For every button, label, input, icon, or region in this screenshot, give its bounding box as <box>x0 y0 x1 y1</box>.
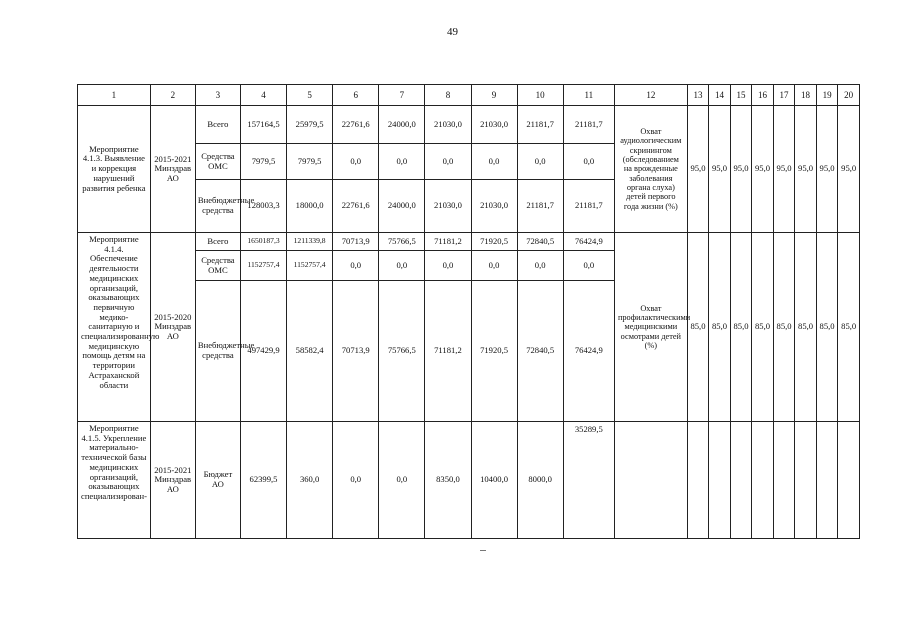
value-cell: 21181,7 <box>563 106 614 144</box>
activity-name: Мероприятие 4.1.5. Укрепление материально-технической базы медицинских организаций, оказывающих специализирован- <box>78 422 151 539</box>
value-cell: 71920,5 <box>471 233 517 251</box>
value-cell: 0,0 <box>333 251 379 281</box>
value-cell: 21030,0 <box>425 106 471 144</box>
target-value: 85,0 <box>838 233 860 422</box>
column-number: 2 <box>150 85 195 106</box>
value-cell: 0,0 <box>333 144 379 180</box>
column-number: 9 <box>471 85 517 106</box>
value-cell: 0,0 <box>333 422 379 539</box>
target-value <box>838 422 860 539</box>
table-row <box>78 106 860 144</box>
column-number: 16 <box>752 85 774 106</box>
column-number: 12 <box>614 85 687 106</box>
value-cell: 70713,9 <box>333 281 379 422</box>
column-number: 8 <box>425 85 471 106</box>
value-cell: 497429,9 <box>240 281 286 422</box>
target-value: 95,0 <box>838 106 860 233</box>
value-cell: 10400,0 <box>471 422 517 539</box>
column-number: 17 <box>773 85 795 106</box>
value-cell: 21030,0 <box>425 180 471 233</box>
value-cell: 22761,6 <box>333 106 379 144</box>
activity-name: Мероприятие 4.1.3. Выявление и коррекция нарушений развития ребенка <box>78 106 151 233</box>
column-number-row <box>78 85 860 106</box>
funding-source: Средства ОМС <box>195 251 240 281</box>
target-value: 95,0 <box>730 106 752 233</box>
funding-source: Внебюджетные средства <box>195 180 240 233</box>
value-cell: 21030,0 <box>471 180 517 233</box>
target-value <box>687 422 709 539</box>
value-cell: 0,0 <box>471 144 517 180</box>
value-cell: 8000,0 <box>517 422 563 539</box>
program-table <box>77 84 860 539</box>
value-cell: 0,0 <box>471 251 517 281</box>
value-cell: 71181,2 <box>425 281 471 422</box>
value-cell: 157164,5 <box>240 106 286 144</box>
column-number: 14 <box>709 85 731 106</box>
target-value: 85,0 <box>709 233 731 422</box>
column-number: 11 <box>563 85 614 106</box>
column-number: 15 <box>730 85 752 106</box>
value-cell: 72840,5 <box>517 281 563 422</box>
value-cell: 35289,5 <box>563 422 614 539</box>
funding-source: Средства ОМС <box>195 144 240 180</box>
target-value: 95,0 <box>709 106 731 233</box>
funding-source: Внебюджетные средства <box>195 281 240 422</box>
funding-source: Всего <box>195 233 240 251</box>
value-cell: 1650187,3 <box>240 233 286 251</box>
value-cell: 0,0 <box>425 144 471 180</box>
column-number: 19 <box>816 85 838 106</box>
target-value: 85,0 <box>773 233 795 422</box>
column-number: 7 <box>379 85 425 106</box>
value-cell: 25979,5 <box>287 106 333 144</box>
funding-source: Бюджет АО <box>195 422 240 539</box>
value-cell: 1152757,4 <box>287 251 333 281</box>
value-cell: 1211339,8 <box>287 233 333 251</box>
column-number: 6 <box>333 85 379 106</box>
column-number: 18 <box>795 85 817 106</box>
value-cell: 18000,0 <box>287 180 333 233</box>
value-cell: 0,0 <box>563 251 614 281</box>
column-number: 20 <box>838 85 860 106</box>
indicator-name: Охват профилактическими медицинскими осмотрами детей (%) <box>614 233 687 422</box>
column-number: 4 <box>240 85 286 106</box>
indicator-name <box>614 422 687 539</box>
value-cell: 72840,5 <box>517 233 563 251</box>
value-cell: 21181,7 <box>563 180 614 233</box>
activity-period-executor: 2015-2021 Минздрав АО <box>150 422 195 539</box>
value-cell: 71181,2 <box>425 233 471 251</box>
page-number: 49 <box>447 26 458 38</box>
target-value: 95,0 <box>752 106 774 233</box>
value-cell: 0,0 <box>379 251 425 281</box>
target-value <box>795 422 817 539</box>
value-cell: 76424,9 <box>563 233 614 251</box>
column-number: 1 <box>78 85 151 106</box>
target-value <box>730 422 752 539</box>
value-cell: 75766,5 <box>379 281 425 422</box>
value-cell: 22761,6 <box>333 180 379 233</box>
target-value: 95,0 <box>795 106 817 233</box>
value-cell: 21030,0 <box>471 106 517 144</box>
value-cell: 70713,9 <box>333 233 379 251</box>
activity-period-executor: 2015-2021 Минздрав АО <box>150 106 195 233</box>
value-cell: 21181,7 <box>517 106 563 144</box>
value-cell: 7979,5 <box>287 144 333 180</box>
value-cell: 0,0 <box>517 144 563 180</box>
target-value: 85,0 <box>795 233 817 422</box>
target-value <box>773 422 795 539</box>
activity-period-executor: 2015-2020 Минздрав АО <box>150 233 195 422</box>
value-cell: 0,0 <box>425 251 471 281</box>
indicator-name: Охват аудиологическим скринингом (обследованием на врожденные заболевания органа слуха) детей первого года жизни (%) <box>614 106 687 233</box>
value-cell: 1152757,4 <box>240 251 286 281</box>
target-value <box>816 422 838 539</box>
value-cell: 0,0 <box>563 144 614 180</box>
value-cell: 360,0 <box>287 422 333 539</box>
table-row <box>78 233 860 251</box>
value-cell: 71920,5 <box>471 281 517 422</box>
column-number: 3 <box>195 85 240 106</box>
target-value: 95,0 <box>816 106 838 233</box>
value-cell: 62399,5 <box>240 422 286 539</box>
column-number: 10 <box>517 85 563 106</box>
target-value <box>709 422 731 539</box>
column-number: 5 <box>287 85 333 106</box>
value-cell: 0,0 <box>517 251 563 281</box>
value-cell: 58582,4 <box>287 281 333 422</box>
table-row <box>78 422 860 539</box>
value-cell: 7979,5 <box>240 144 286 180</box>
value-cell: 128003,3 <box>240 180 286 233</box>
value-cell: 75766,5 <box>379 233 425 251</box>
activity-name: Мероприятие 4.1.4. Обеспечение деятельности медицинских организаций, оказывающих первичную медико-санитарную и специализированную медицинскую помощь детям на территории Астраханской области <box>78 233 151 422</box>
value-cell: 0,0 <box>379 144 425 180</box>
target-value: 85,0 <box>687 233 709 422</box>
column-number: 13 <box>687 85 709 106</box>
target-value: 85,0 <box>730 233 752 422</box>
value-cell: 0,0 <box>379 422 425 539</box>
target-value: 95,0 <box>687 106 709 233</box>
value-cell: 24000,0 <box>379 106 425 144</box>
target-value <box>752 422 774 539</box>
scan-mark <box>480 550 486 551</box>
target-value: 95,0 <box>773 106 795 233</box>
target-value: 85,0 <box>752 233 774 422</box>
value-cell: 76424,9 <box>563 281 614 422</box>
value-cell: 24000,0 <box>379 180 425 233</box>
funding-source: Всего <box>195 106 240 144</box>
value-cell: 8350,0 <box>425 422 471 539</box>
target-value: 85,0 <box>816 233 838 422</box>
value-cell: 21181,7 <box>517 180 563 233</box>
